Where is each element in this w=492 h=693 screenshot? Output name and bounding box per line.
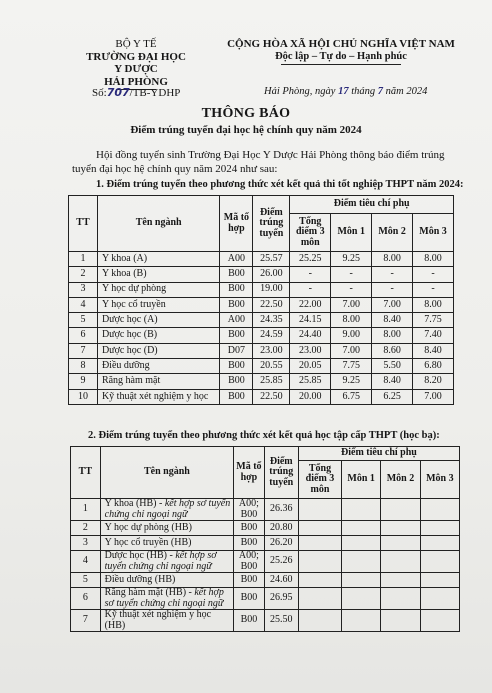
combo-line-2: B00 xyxy=(240,560,258,572)
table-row xyxy=(69,267,454,282)
cell-name: Dược học (B) xyxy=(97,328,220,343)
cell-m2 xyxy=(381,499,420,521)
cell-m2 xyxy=(381,551,420,573)
col-criteria: Điểm tiêu chí phụ xyxy=(290,196,454,214)
cell-score: 24.59 xyxy=(253,328,290,343)
cell-score: 25.57 xyxy=(253,252,290,267)
thpt-scores-table xyxy=(68,195,454,405)
cell-m1 xyxy=(342,551,381,573)
cell-combo: B00 xyxy=(220,374,253,389)
ministry-name: BỘ Y TẾ xyxy=(115,38,157,50)
col-m3: Môn 3 xyxy=(420,461,459,499)
program-name: Điều dưỡng (HB) xyxy=(104,573,176,585)
col-combo: Mã tổ hợp xyxy=(234,447,264,499)
cell-tt: 9 xyxy=(69,374,98,389)
table-row xyxy=(71,551,460,573)
cell-m2: 7.00 xyxy=(372,297,413,312)
col-name: Tên ngành xyxy=(100,447,234,499)
cell-name xyxy=(100,588,234,610)
cell-score: 22.50 xyxy=(253,389,290,404)
table-row xyxy=(71,499,460,521)
cell-name xyxy=(100,521,234,536)
col-tt: TT xyxy=(69,196,98,252)
cell-m3: 8.40 xyxy=(413,343,454,358)
cell-tt: 10 xyxy=(69,389,98,404)
cell-combo: B00 xyxy=(220,297,253,312)
date-month: 7 xyxy=(377,86,383,97)
cell-m1: - xyxy=(331,282,372,297)
cell-name: Điều dưỡng xyxy=(97,359,220,374)
document-number xyxy=(92,86,180,99)
cell-m3: 7.75 xyxy=(413,313,454,328)
cell-tt: 2 xyxy=(69,267,98,282)
cell-m2: 8.00 xyxy=(372,328,413,343)
cell-m1: 7.75 xyxy=(331,359,372,374)
cell-tt: 6 xyxy=(71,588,101,610)
combo-line-1: B00 xyxy=(240,521,258,533)
cell-m1 xyxy=(342,536,381,551)
date-day: 17 xyxy=(338,86,349,97)
cell-m1: 9.25 xyxy=(331,374,372,389)
program-name: Kỹ thuật xét nghiệm y học (HB) xyxy=(104,609,212,631)
issuer-header xyxy=(82,38,190,90)
cell-name xyxy=(100,551,234,573)
cell-score: 26.00 xyxy=(253,267,290,282)
cell-score: 24.60 xyxy=(264,573,298,588)
cell-score: 19.00 xyxy=(253,282,290,297)
cell-total3: 24.40 xyxy=(290,328,331,343)
cell-tt: 5 xyxy=(71,573,101,588)
cell-score: 25.85 xyxy=(253,374,290,389)
cell-name: Kỹ thuật xét nghiệm y học xyxy=(97,389,220,404)
combo-line-1: B00 xyxy=(240,573,258,585)
table-row xyxy=(71,573,460,588)
cell-total3: - xyxy=(290,282,331,297)
cell-tt: 8 xyxy=(69,359,98,374)
cell-tt: 1 xyxy=(71,499,101,521)
col-criteria: Điểm tiêu chí phụ xyxy=(298,447,459,461)
cell-tt: 7 xyxy=(71,610,101,632)
cell-m2 xyxy=(381,573,420,588)
cell-m3: - xyxy=(413,267,454,282)
cell-m1 xyxy=(342,521,381,536)
cell-combo xyxy=(234,521,264,536)
cell-name: Y khoa (B) xyxy=(97,267,220,282)
cell-name: Dược học (D) xyxy=(97,343,220,358)
cell-combo: B00 xyxy=(220,328,253,343)
cell-tt: 3 xyxy=(69,282,98,297)
cell-name: Y khoa (A) xyxy=(97,252,220,267)
cell-m3 xyxy=(420,573,459,588)
cell-name: Y học cổ truyền xyxy=(97,297,220,312)
cell-m1: 9.25 xyxy=(331,252,372,267)
cell-m3 xyxy=(420,588,459,610)
program-note: kết hợp sơ tuyển chứng chỉ ngoại ngữ xyxy=(104,550,217,572)
cell-m2: 8.40 xyxy=(372,313,413,328)
cell-tt: 5 xyxy=(69,313,98,328)
cell-combo: A00 xyxy=(220,252,253,267)
cell-m2 xyxy=(381,610,420,632)
table-row xyxy=(71,588,460,610)
table-row xyxy=(69,328,454,343)
cell-name xyxy=(100,610,234,632)
cell-tt: 6 xyxy=(69,328,98,343)
cell-combo: B00 xyxy=(220,267,253,282)
cell-total3: 20.05 xyxy=(290,359,331,374)
cell-total3 xyxy=(298,588,341,610)
col-tt: TT xyxy=(71,447,101,499)
cell-total3 xyxy=(298,610,341,632)
cell-m1: 8.00 xyxy=(331,313,372,328)
cell-name: Răng hàm mặt xyxy=(97,374,220,389)
col-score: Điểm trúng tuyển xyxy=(264,447,298,499)
col-name: Tên ngành xyxy=(97,196,220,252)
date-month-label: tháng xyxy=(351,86,376,97)
cell-tt: 3 xyxy=(71,536,101,551)
cell-m2: 8.00 xyxy=(372,252,413,267)
cell-m1 xyxy=(342,499,381,521)
cell-name xyxy=(100,573,234,588)
cell-tt: 4 xyxy=(71,551,101,573)
col-m3: Môn 3 xyxy=(413,214,454,252)
program-name: Dược học (HB) - xyxy=(104,550,173,561)
cell-tt: 4 xyxy=(69,297,98,312)
combo-line-1: B00 xyxy=(240,614,258,626)
table-row xyxy=(69,389,454,404)
country-name: CỘNG HÒA XÃ HỘI CHỦ NGHĨA VIỆT NAM xyxy=(227,38,455,50)
cell-score: 20.80 xyxy=(264,521,298,536)
cell-score: 26.20 xyxy=(264,536,298,551)
cell-m3 xyxy=(420,610,459,632)
table-row xyxy=(69,252,454,267)
cell-m2: 5.50 xyxy=(372,359,413,374)
cell-total3: 24.15 xyxy=(290,313,331,328)
program-name: Y khoa (HB) - xyxy=(104,498,163,509)
cell-m3 xyxy=(420,499,459,521)
table-row xyxy=(69,313,454,328)
cell-total3 xyxy=(298,536,341,551)
combo-line-2: B00 xyxy=(240,508,258,520)
cell-m1 xyxy=(342,573,381,588)
cell-total3: - xyxy=(290,267,331,282)
cell-total3: 20.00 xyxy=(290,389,331,404)
table-row xyxy=(71,536,460,551)
cell-combo xyxy=(234,573,264,588)
col-m2: Môn 2 xyxy=(372,214,413,252)
cell-score: 25.26 xyxy=(264,551,298,573)
cell-total3: 23.00 xyxy=(290,343,331,358)
col-total3: Tổng điểm 3 môn xyxy=(290,214,331,252)
cell-score: 23.00 xyxy=(253,343,290,358)
cell-m3 xyxy=(420,536,459,551)
cell-m2: - xyxy=(372,282,413,297)
cell-m3 xyxy=(420,521,459,536)
cell-m2: - xyxy=(372,267,413,282)
date-prefix: Hải Phòng, ngày xyxy=(264,86,336,97)
cell-name xyxy=(100,499,234,521)
cell-total3 xyxy=(298,499,341,521)
col-m2: Môn 2 xyxy=(381,461,420,499)
cell-score: 25.50 xyxy=(264,610,298,632)
cell-score: 20.55 xyxy=(253,359,290,374)
col-total3: Tổng điểm 3 môn xyxy=(298,461,341,499)
cell-total3 xyxy=(298,551,341,573)
cell-m1: 7.00 xyxy=(331,343,372,358)
combo-line-1: A00; xyxy=(238,498,259,509)
cell-name: Dược học (A) xyxy=(97,313,220,328)
combo-line-1: B00 xyxy=(240,592,258,604)
table-row xyxy=(69,374,454,389)
table-row xyxy=(69,282,454,297)
cell-tt: 7 xyxy=(69,343,98,358)
national-header xyxy=(226,38,456,65)
school-name-line1: TRƯỜNG ĐẠI HỌC Y DƯỢC xyxy=(86,50,186,75)
cell-m1 xyxy=(342,610,381,632)
cell-score: 26.36 xyxy=(264,499,298,521)
cell-total3: 25.85 xyxy=(290,374,331,389)
cell-m2 xyxy=(381,521,420,536)
cell-m2: 8.40 xyxy=(372,374,413,389)
col-m1: Môn 1 xyxy=(342,461,381,499)
cell-m1 xyxy=(342,588,381,610)
cell-m3 xyxy=(420,551,459,573)
document-date xyxy=(264,86,427,97)
cell-m1: 9.00 xyxy=(331,328,372,343)
cell-m2 xyxy=(381,536,420,551)
cell-m2 xyxy=(381,588,420,610)
col-score: Điểm trúng tuyển xyxy=(253,196,290,252)
combo-line-1: A00; xyxy=(238,550,259,561)
cell-combo: B00 xyxy=(220,389,253,404)
cell-name xyxy=(100,536,234,551)
table-row xyxy=(69,343,454,358)
cell-score: 22.50 xyxy=(253,297,290,312)
program-note: kết hợp sơ tuyển chứng chỉ ngoại ngữ xyxy=(104,498,231,520)
cell-combo xyxy=(234,536,264,551)
program-name: Y học cổ truyền (HB) xyxy=(104,536,192,548)
cell-total3 xyxy=(298,521,341,536)
cell-m1: 6.75 xyxy=(331,389,372,404)
cell-m2: 8.60 xyxy=(372,343,413,358)
cell-combo xyxy=(234,499,264,521)
cell-score: 24.35 xyxy=(253,313,290,328)
program-name: Y học dự phòng (HB) xyxy=(104,521,192,533)
cell-m3: 6.80 xyxy=(413,359,454,374)
date-year: năm 2024 xyxy=(385,86,428,97)
cell-combo xyxy=(234,588,264,610)
cell-combo: B00 xyxy=(220,359,253,374)
combo-line-1: B00 xyxy=(240,536,258,548)
program-note: kết hợp sơ tuyển chứng chỉ ngoại ngữ xyxy=(104,587,224,609)
school-name-line2: HẢI PHÒNG xyxy=(104,75,168,88)
cell-combo: B00 xyxy=(220,282,253,297)
cell-total3: 22.00 xyxy=(290,297,331,312)
doc-number-handwritten: 707 xyxy=(106,86,130,99)
cell-m3: 8.00 xyxy=(413,297,454,312)
col-m1: Môn 1 xyxy=(331,214,372,252)
table-row xyxy=(69,297,454,312)
cell-combo xyxy=(234,551,264,573)
cell-combo: A00 xyxy=(220,313,253,328)
cell-m3: 8.20 xyxy=(413,374,454,389)
cell-score: 26.95 xyxy=(264,588,298,610)
doc-number-prefix: Số: xyxy=(92,87,107,99)
cell-m3: 7.40 xyxy=(413,328,454,343)
cell-tt: 2 xyxy=(71,521,101,536)
table-row xyxy=(71,521,460,536)
cell-m1: 7.00 xyxy=(331,297,372,312)
table-row xyxy=(71,610,460,632)
cell-combo: D07 xyxy=(220,343,253,358)
cell-tt: 1 xyxy=(69,252,98,267)
hocba-scores-table xyxy=(70,446,460,632)
cell-combo xyxy=(234,610,264,632)
document-subtitle: Điểm trúng tuyển đại học hệ chính quy năm 2024 xyxy=(130,124,362,136)
col-combo: Mã tổ hợp xyxy=(220,196,253,252)
cell-name: Y học dự phòng xyxy=(97,282,220,297)
national-motto: Độc lập – Tự do – Hạnh phúc xyxy=(275,50,407,62)
cell-m3: - xyxy=(413,282,454,297)
table-row xyxy=(69,359,454,374)
cell-m3: 7.00 xyxy=(413,389,454,404)
motto-underline xyxy=(281,64,401,65)
section-1-heading: 1. Điểm trúng tuyển theo phương thức xét kết quả thi tốt nghiệp THPT năm 2024: xyxy=(96,179,464,190)
section-2-heading: 2. Điểm trúng tuyển theo phương thức xét kết quả học tập cấp THPT (học bạ): xyxy=(88,430,440,441)
cell-m2: 6.25 xyxy=(372,389,413,404)
cell-m1: - xyxy=(331,267,372,282)
intro-paragraph: Hội đồng tuyển sinh Trường Đại Học Y Dược Hải Phòng thông báo điểm trúng tuyển đại học hệ chính quy năm 2024 như sau: xyxy=(72,149,445,175)
doc-number-suffix: /TB-YDHP xyxy=(129,87,181,99)
cell-total3: 25.25 xyxy=(290,252,331,267)
program-name: Răng hàm mặt (HB) - xyxy=(104,587,192,598)
cell-total3 xyxy=(298,573,341,588)
document-title: THÔNG BÁO xyxy=(201,106,291,121)
cell-m3: 8.00 xyxy=(413,252,454,267)
